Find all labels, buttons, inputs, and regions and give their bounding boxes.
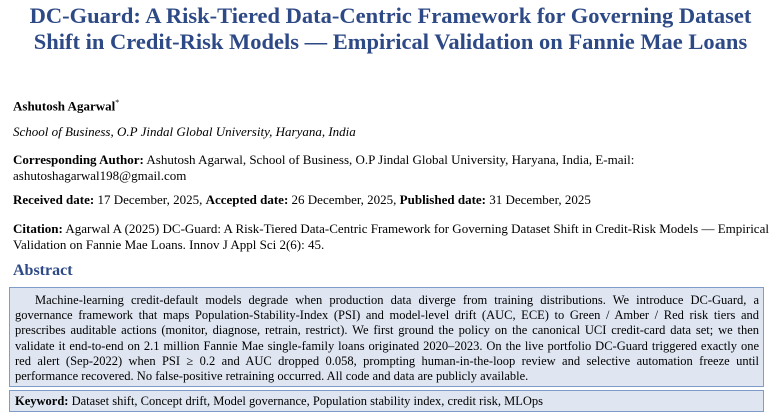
author-marker: *	[115, 98, 120, 107]
keyword-box	[9, 390, 764, 412]
received-value: 17 December, 2025,	[97, 192, 203, 207]
citation-text: Agarwal A (2025) DC-Guard: A Risk-Tiered Data-Centric Framework for Governing Dataset Shift in Credit-Risk Models — Empirical Validation on Fannie Mae Loans. Innov J Appl Sci 2(6): 45.	[13, 221, 769, 252]
published-label: Published date:	[399, 192, 486, 207]
affiliation: School of Business, O.P Jindal Global University, Haryana, India	[13, 124, 356, 139]
dates-line	[13, 192, 773, 208]
abstract-text: Machine-learning credit-default models degrade when production data diverge from training distributions. We introduce DC-Guard, a governance framework that maps Population-Stability-Index (PSI) and model-level drift (AUC, ECE) to Green / Amber / Red risk tiers and prescribes auditable actions (monitor, diagnose, retrain, restrict). We first ground the policy on the canonical UCI credit-card data set; we then validate it end-to-end on 2.1 million Fannie Mae single-family loans originated 2020–2023. On the live portfolio DC-Guard triggered exactly one red alert (Sep-2022) when PSI ≥ 0.2 and AUC dropped 0.058, prompting human-in-the-loop review and selective automation freeze until performance recovered. No false-positive retraining occurred. All code and data are publicly available.	[15, 293, 759, 384]
published-value: 31 December, 2025	[489, 192, 591, 207]
author-line	[13, 95, 773, 114]
abstract-heading: Abstract	[13, 262, 73, 279]
accepted-label: Accepted date:	[205, 192, 289, 207]
author-name: Ashutosh Agarwal	[13, 98, 116, 114]
keyword-label: Keyword:	[15, 394, 69, 408]
accepted-value: 26 December, 2025,	[291, 192, 397, 207]
abstract-box	[9, 287, 764, 387]
citation-label: Citation:	[13, 221, 63, 236]
corresponding-author	[13, 152, 773, 184]
corresponding-text: Ashutosh Agarwal, School of Business, O.P Jindal Global University, Haryana, India, E-mail: ashutoshagarwal198@gmail.com	[13, 152, 635, 183]
paper-title: DC-Guard: A Risk-Tiered Data-Centric Framework for Governing Dataset Shift in Credit-Risk Models — Empirical Validation on Fannie Mae Loans	[29, 3, 752, 54]
received-label: Received date:	[13, 192, 95, 207]
corresponding-label: Corresponding Author:	[13, 152, 144, 167]
citation	[13, 221, 773, 253]
keyword-text: Dataset shift, Concept drift, Model governance, Population stability index, credit risk, MLOps	[71, 394, 544, 408]
